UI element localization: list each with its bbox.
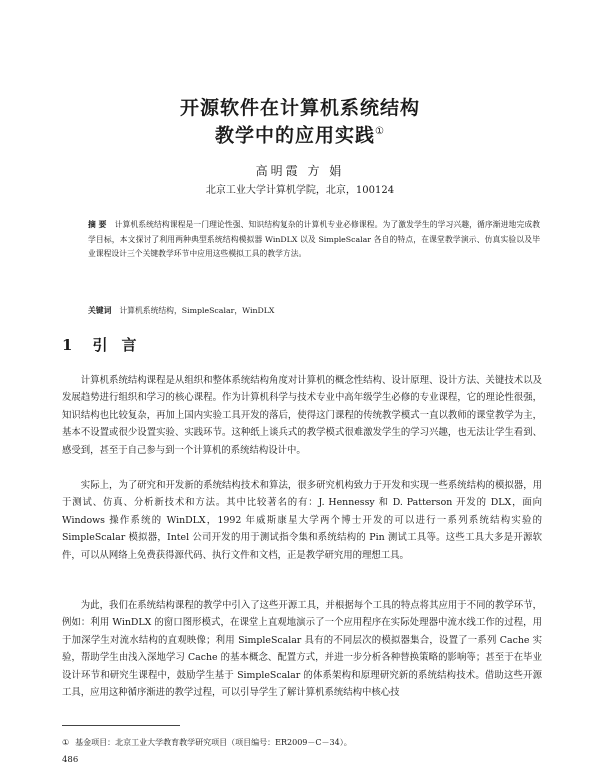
section-heading xyxy=(62,336,150,354)
section-title: 引言 xyxy=(92,336,151,354)
footnote-text: 基金项目：北京工业大学教育教学研究项目（项目编号：ER2009－C－34）。 xyxy=(75,738,352,747)
keywords xyxy=(88,304,540,318)
footnote-mark: ① xyxy=(62,738,70,747)
abstract-label: 摘 要 xyxy=(88,220,107,229)
title-line1-text: 开源软件在计算机系统结构 xyxy=(179,97,420,119)
abstract xyxy=(88,218,540,262)
keywords-text: 计算机系统结构，SimpleScalar，WinDLX xyxy=(119,306,275,315)
keywords-label: 关键词 xyxy=(88,306,112,315)
paper-title-line1 xyxy=(0,97,600,119)
footnote-rule xyxy=(62,725,180,726)
authors: 高明霞 方 娟 xyxy=(255,164,345,178)
footnote xyxy=(62,737,542,749)
title-footnote-mark: ① xyxy=(375,126,385,137)
page-number: 486 xyxy=(62,755,79,765)
body-paragraph-2: 实际上，为了研究和开发新的系统结构技术和算法，很多研究机构致力于开发和实现一些系统结构的模拟器，用于测试、仿真、分析新技术和方法。其中比较著名的有：J. Hennessy 和 D. Patterson 开发的 DLX，面向 Windows 操作系统的 WinDLX，1992 年威斯康星大学两个博士开发的可以进行一系列系统结构实验的 SimpleScalar 模拟器，Intel 公司开发的用于测试指令集和系统结构的 Pin 测试工具等。这些工具大多是开源软件，可以从网络上免费获得源代码、执行文件和文档，正是教学研究用的理想工具。 xyxy=(62,480,542,561)
section-number: 1 xyxy=(62,336,73,354)
body-paragraph-3: 为此，我们在系统结构课程的教学中引入了这些开源工具，并根据每个工具的特点将其应用于不同的教学环节，例如：利用 WinDLX 的窗口图形模式，在课堂上直观地演示了一个应用程序在实际处理器中流水线工作的过程，用于加深学生对流水结构的直观映像；利用 SimpleScalar 具有的不同层次的模拟器集合，设置了一系列 Cache 实验，帮助学生由浅入深地学习 Cache 的基本概念、配置方式，并进一步分析各种替换策略的影响等；甚至于在毕业设计环节和研究生课程中，鼓励学生基于 SimpleScalar 的体系架构和原理研究新的系统结构技术。借助这些开源工具，应用这种循序渐进的教学过程，可以引导学生了解计算机系统结构中核心技 xyxy=(62,600,542,699)
title-line2-text: 教学中的应用实践 xyxy=(215,124,376,147)
abstract-text: 计算机系统结构课程是一门理论性强、知识结构复杂的计算机专业必修课程。为了激发学生的学习兴趣，循序渐进地完成教学目标，本文探讨了利用两种典型系统结构模拟器 WinDLX 以及 SimpleScalar 各自的特点，在课堂教学演示、仿真实验以及毕业课程设计三个关键教学环节中应用这些模拟工具的教学方法。 xyxy=(88,220,540,258)
paper-title-line2 xyxy=(0,121,600,146)
body-paragraph-1: 计算机系统结构课程是从组织和整体系统结构角度对计算机的概念性结构、设计原理、设计方法、关键技术以及发展趋势进行组织和学习的核心课程。作为计算机科学与技术专业中高年级学生必修的专业课程，它的理论性很强，知识结构也比较复杂，再加上国内实验工具开发的落后，使得这门课程的传统教学模式一直以教师的课堂教学为主，基本不设置或很少设置实验、实践环节。这种纸上谈兵式的教学模式很难激发学生的学习兴趣，也无法让学生看到、感受到，甚至于自己参与到一个计算机的系统结构设计中。 xyxy=(62,375,542,456)
affiliation: 北京工业大学计算机学院，北京，100124 xyxy=(205,185,395,196)
